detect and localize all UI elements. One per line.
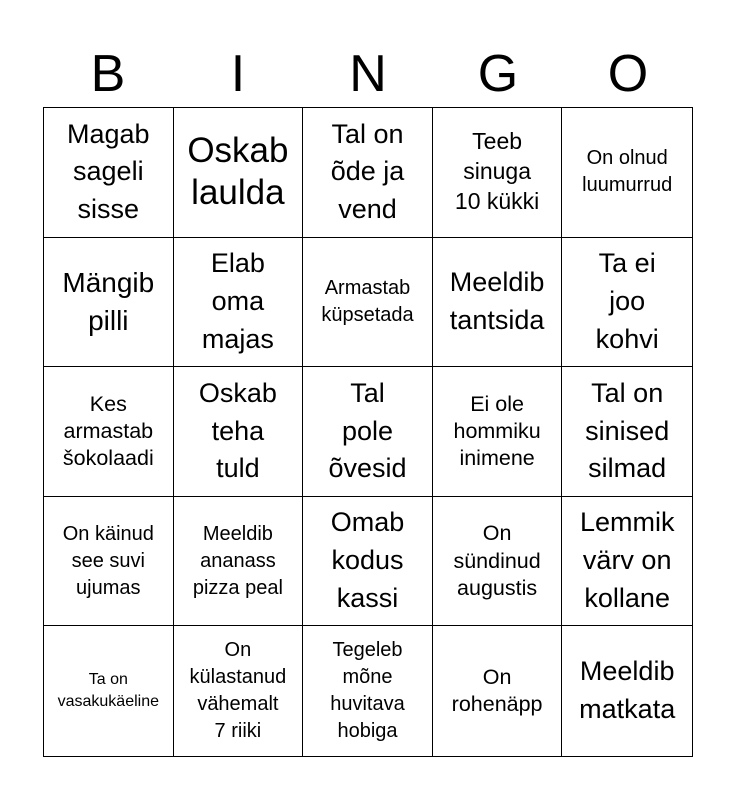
cell-label: Tal on õde ja vend — [330, 118, 405, 225]
bingo-cell[interactable] — [44, 497, 174, 627]
bingo-cell[interactable] — [174, 367, 304, 497]
bingo-cell[interactable] — [174, 497, 304, 627]
cell-label: Ta ei joo kohvi — [595, 248, 659, 354]
cell-label: On olnud luumurrud — [582, 147, 673, 197]
cell-label: Kes armastab šokolaadi — [62, 391, 154, 471]
bingo-cell[interactable] — [562, 626, 692, 756]
cell-label: Magab sageli sisse — [67, 118, 150, 225]
bingo-cell[interactable] — [562, 238, 692, 368]
bingo-cell[interactable] — [303, 497, 433, 627]
bingo-cell[interactable] — [44, 626, 174, 756]
cell-label: Teeb sinuga 10 kükki — [454, 128, 540, 215]
bingo-cell[interactable] — [433, 238, 563, 368]
cell-label: Ei ole hommiku inimene — [453, 391, 541, 471]
bingo-cell[interactable] — [174, 108, 304, 238]
cell-label: Ta on vasakukäeline — [57, 670, 159, 711]
cell-label: Tegeleb mõne huvitava hobiga — [330, 639, 405, 743]
cell-label: Mängib pilli — [62, 266, 155, 336]
bingo-cell[interactable] — [562, 108, 692, 238]
cell-label: Elab oma majas — [201, 248, 274, 354]
cell-label: Meeldib ananass pizza peal — [192, 522, 283, 599]
cell-label: Tal on sinised silmad — [585, 377, 670, 484]
cell-label: Lemmik värv on kollane — [579, 507, 675, 613]
cell-label: Armastab küpsetada — [321, 276, 414, 326]
cell-label: Tal pole õvesid — [328, 377, 407, 484]
bingo-cell[interactable] — [562, 367, 692, 497]
cell-label: On käinud see suvi ujumas — [62, 522, 154, 599]
header-letter-o: O — [607, 45, 649, 103]
cell-label: Meeldib tantsida — [449, 267, 545, 335]
bingo-cell[interactable] — [44, 108, 174, 238]
bingo-cell[interactable] — [433, 108, 563, 238]
bingo-cell[interactable] — [303, 626, 433, 756]
bingo-cell[interactable] — [174, 626, 304, 756]
bingo-cell[interactable] — [44, 367, 174, 497]
bingo-cell[interactable] — [433, 367, 563, 497]
header-letter-n: N — [349, 45, 387, 103]
cell-label: Oskab teha tuld — [198, 377, 277, 484]
cell-label: On külastanud vähemalt 7 riiki — [189, 639, 287, 743]
bingo-header — [43, 40, 693, 108]
bingo-cell[interactable] — [303, 367, 433, 497]
bingo-cell[interactable] — [303, 108, 433, 238]
cell-label: On rohenäpp — [451, 665, 543, 717]
bingo-cell[interactable] — [44, 238, 174, 368]
cell-label: On sündinud augustis — [453, 521, 541, 600]
cell-label: Oskab laulda — [187, 131, 289, 213]
bingo-cell[interactable] — [303, 238, 433, 368]
bingo-cell[interactable] — [562, 497, 692, 627]
header-letter-b: B — [90, 45, 126, 103]
cell-label: Omab kodus kassi — [330, 507, 405, 613]
bingo-cell[interactable] — [433, 626, 563, 756]
header-letter-i: I — [230, 45, 246, 103]
cell-label: Meeldib matkata — [579, 656, 676, 725]
bingo-board — [43, 107, 693, 757]
bingo-cell[interactable] — [433, 497, 563, 627]
bingo-cell[interactable] — [174, 238, 304, 368]
header-letter-g: G — [477, 45, 519, 103]
